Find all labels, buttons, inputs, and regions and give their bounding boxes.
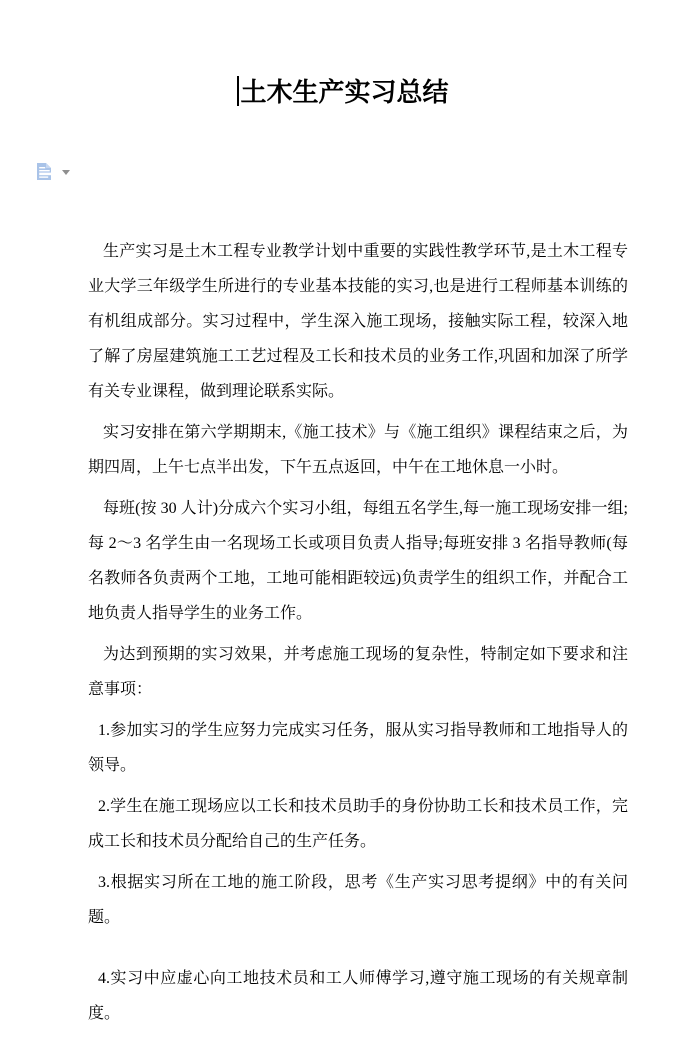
paragraph-requirements-lead[interactable]: 为达到预期的实习效果，并考虑施工现场的复杂性，特制定如下要求和注意事项： <box>88 646 628 698</box>
document-body <box>88 234 628 1037</box>
paste-options-icon <box>36 161 55 181</box>
page-title <box>0 76 686 110</box>
requirement-item-3[interactable]: 3.根据实习所在工地的施工阶段，思考《生产实习思考提纲》中的有关问题。 <box>88 874 628 926</box>
requirement-item-2[interactable]: 2.学生在施工现场应以工长和技术员助手的身份协助工长和技术员工作，完成工长和技术员分配给自己的生产任务。 <box>88 798 628 850</box>
title-text: 土木生产实习总结 <box>240 78 449 107</box>
requirement-item-4[interactable]: 4.实习中应虚心向工地技术员和工人师傅学习,遵守施工现场的有关规章制度。 <box>88 970 628 1022</box>
paragraph-schedule[interactable]: 实习安排在第六学期期末,《施工技术》与《施工组织》课程结束之后，为期四周，上午七点半出发，下午五点返回，中午在工地休息一小时。 <box>88 424 628 476</box>
document-page[interactable] <box>0 76 686 1022</box>
paragraph-grouping[interactable]: 每班(按 30 人计)分成六个实习小组，每组五名学生,每一施工现场安排一组;每 2～3 名学生由一名现场工长或项目负责人指导;每班安排 3 名指导教师(每名教师各负责两个工地，工地可能相距较远)负责学生的组织工作，并配合工地负责人指导学生的业务工作。 <box>88 500 628 622</box>
paste-options-button[interactable] <box>36 161 70 181</box>
paragraph-intro[interactable]: 生产实习是土木工程专业教学计划中重要的实践性教学环节,是土木工程专业大学三年级学生所进行的专业基本技能的实习,也是进行工程师基本训练的有机组成部分。实习过程中，学生深入施工现场，接触实际工程，较深入地了解了房屋建筑施工工艺过程及工长和技术员的业务工作,巩固和加深了所学有关专业课程，做到理论联系实际。 <box>88 243 628 400</box>
chevron-down-icon[interactable] <box>62 170 70 175</box>
requirement-item-1[interactable]: 1.参加实习的学生应努力完成实习任务，服从实习指导教师和工地指导人的领导。 <box>88 722 628 774</box>
